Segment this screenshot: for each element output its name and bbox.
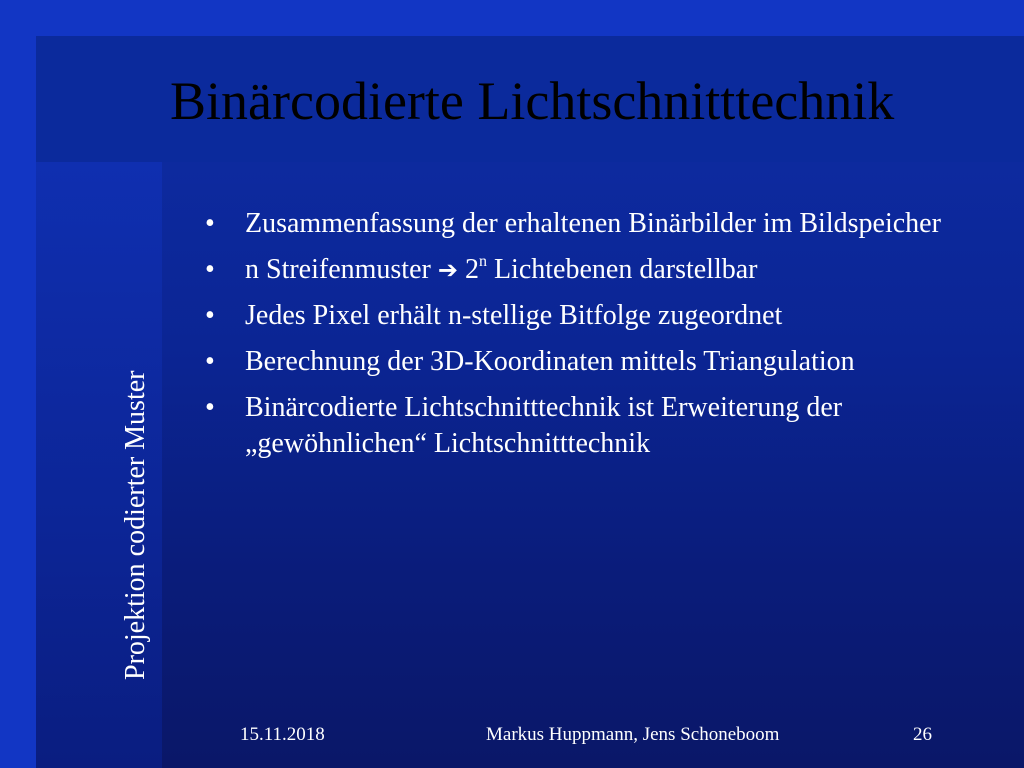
bullet-dot: • xyxy=(205,346,215,377)
bullet-dot: • xyxy=(205,300,215,331)
bullet-item xyxy=(205,390,1005,462)
bullet-text: Jedes Pixel erhält n-stellige Bitfolge zugeordnet xyxy=(245,300,783,331)
top-accent-strip xyxy=(0,0,1024,36)
bullet-dot: • xyxy=(205,392,215,423)
bullet-list xyxy=(205,206,1005,472)
bullet-text-base: 2 xyxy=(457,254,479,285)
bullet-text: Zusammenfassung der erhaltenen Binärbilder im Bildspeicher xyxy=(245,208,941,239)
bullet-dot: • xyxy=(205,208,215,239)
bullet-text-before: n Streifenmuster xyxy=(245,254,438,285)
footer-authors: Markus Huppmann, Jens Schoneboom xyxy=(486,724,780,745)
bullet-text-after: Lichtebenen darstellbar xyxy=(486,254,758,285)
section-label: Projektion codierter Muster xyxy=(120,370,151,680)
page-number: 26 xyxy=(913,724,932,745)
bullet-item xyxy=(205,252,1005,288)
bullet-item xyxy=(205,298,1005,334)
left-accent-strip xyxy=(0,0,36,768)
superscript-exponent: n xyxy=(478,252,487,270)
bullet-text: Berechnung der 3D-Koordinaten mittels Triangulation xyxy=(245,346,855,377)
bullet-text: Binärcodierte Lichtschnitttechnik ist Erweiterung der „gewöhnlichen“ Lichtschnitttechnik xyxy=(245,392,843,459)
arrow-right-icon: ➔ xyxy=(437,256,458,284)
slide-title: Binärcodierte Lichtschnitttechnik xyxy=(170,71,895,131)
bullet-dot: • xyxy=(205,254,215,285)
bullet-item xyxy=(205,206,1005,242)
footer-date: 15.11.2018 xyxy=(240,724,325,745)
bullet-item xyxy=(205,344,1005,380)
